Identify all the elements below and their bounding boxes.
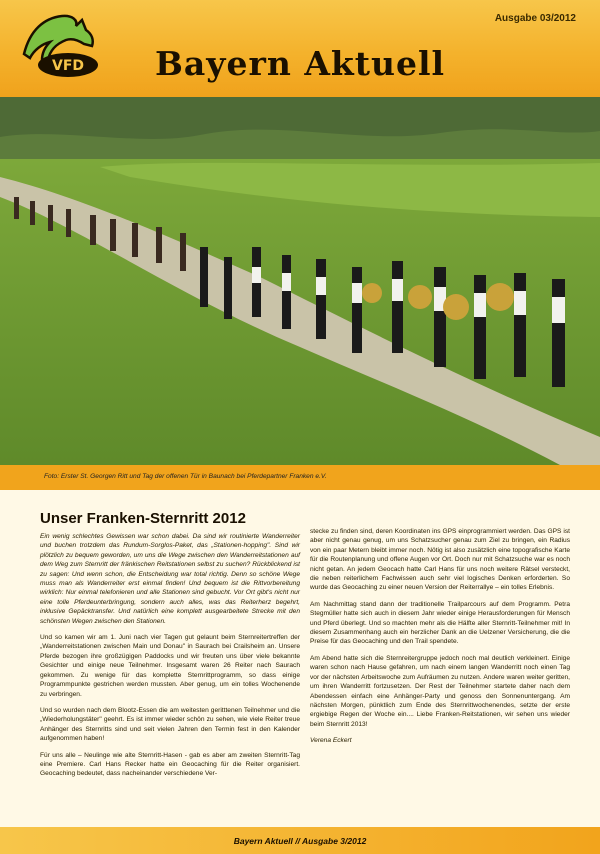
article-lead-paragraph: Ein wenig schlechtes Gewissen war schon dabei. Da sind wir routinierte Wanderreiter und buchen trotzdem das Rundum-Sorglos-Paket, das „Stationen-hopping". Sind wir plötzlich zu bequem geworden, um uns die Wege zwischen den Wanderreitstationen auf dem Weg zum Sternritt der fränkischen Reitstationen selbst zu suchen? Rückblickend ist zu sagen: Und wenn schon, die Entscheidung war total richtig. Denn so schöne Wege muss man als Wanderreiter erst einmal finden! Und bequem ist die Rittvorbereitung wirklich: Nur einmal telefonieren und alle Stationen sind gebucht. Vor Ort gibt's nicht nur eine tolle Pferdeunterbringung, sondern auch alles, was das Reiterherz begehrt, inklusive Gepäcktransfer. Und natürlich eine komplett ausgearbeitete Strecke mit den schönsten Wegen zwischen den Stationen. (40, 533, 300, 625)
logo-text: VFD (51, 58, 85, 74)
page-footer (0, 827, 600, 854)
article-paragraph: Am Nachmittag stand dann der traditionelle Trailparcours auf dem Programm. Petra Stegmüller hatte sich auch in diesem Jahr wieder einige Herausforderungen für Mensch und Pferd überlegt. Und so machten mehr als die Hälfte aller Sternritt-Teilnehmer mit! In diesem Zusammenhang auch ein herzlicher Dank an die Uelzener Versicherung, die die Preise für das Geocaching und den Trail spendete. (310, 600, 570, 646)
vfd-horse-logo (20, 10, 130, 80)
page-header (0, 0, 600, 97)
magazine-title: Bayern Aktuell (155, 44, 446, 83)
footer-text: Bayern Aktuell // Ausgabe 3/2012 (233, 836, 367, 846)
article-paragraph: Am Abend hatte sich die Sternreitergruppe jedoch noch mal deutlich verkleinert. Einige waren schon nach Hause gefahren, um nach einem langen Wanderritt noch einen Tag vor der nächsten Arbeitswoche zum Aufräumen zu nutzen. Andere waren weiter geritten, um ihren Wanderritt fortzusetzen. Der Rest der Teilnehmer startete daher nach dem Abendessen einfach eine Anhänger-Party und genoss den Sonnenuntergang. Am nächsten Morgen, pünktlich zum Ende des Sternrittwochenendes, setzte der erste ergiebige Regen der Woche ein.... Liebe Franken-Reitstationen, wir sehen uns wieder beim Sternritt 2013! (310, 654, 570, 728)
photo-caption: Foto: Erster St. Georgen Ritt und Tag der offenen Tür in Baunach bei Pferdepartner Franken e.V. (44, 473, 327, 480)
photo-caption-bar (0, 465, 600, 490)
article-column-left (40, 532, 300, 786)
cover-photo (0, 97, 600, 465)
issue-number: Ausgabe 03/2012 (494, 13, 576, 24)
article-paragraph: Und so wurden nach dem Blootz-Essen die am weitesten geritttenen Teilnehmer und die „Wiederholungstäter" geehrt. Es ist immer wieder schön zu sehen, wie viele Reiter treue Anhänger des Sternritts sind und seit vielen Jahren den Termin fest in den Kalender aufgenommen haben! (40, 706, 300, 743)
article-paragraph: Und so kamen wir am 1. Juni nach vier Tagen gut gelaunt beim Sternreitertreffen der „Wanderreitstationen zwischen Main und Donau" in Saurach bei Crailsheim an. Unsere Pferde bezogen ihre großzügigen Paddocks und wir freuten uns über viele bekannte Gesichter und einige neue Teilnehmer. Insgesamt waren 26 Reiter nach Saurach gekommen. Zu wenige für das komplette Sternrittprogramm, so dass einige Programmpunkte gestrichen werden mussten. Aber genug, um ein tolles Wochenende zu verbringen. (40, 634, 300, 698)
article-paragraph: stecke zu finden sind, deren Koordinaten ins GPS einprogrammiert werden. Das GPS ist aber nicht genau genug, um uns Schatzsucher genau zum Ziel zu bringen, ein Radius von ein paar Metern bleibt immer noch. Nötig ist also zusätzlich eine topografische Karte für die Routenplanung und offene Augen vor Ort. Doch nur mit Schatzsuche war es noch nicht getan. An jedem Geocach hatte Carl Hans für uns noch weitere Rätsel versteckt, die neben reiterlichem Fachwissen auch sehr viel logisches Denken erforderten. So wurde das Geocaching zu einer neuen Version der Reiterrallye – ein tolles Erlebnis. (310, 528, 570, 592)
article-paragraph: Für uns alle – Neulinge wie alte Sternritt-Hasen - gab es aber am zweiten Sternritt-Tag eine Premiere. Carl Hans Recker hatte ein Geocaching für die Reiter organisiert. Geocaching bedeutet, dass nacheinander verschiedene Ver- (40, 751, 300, 778)
article (0, 490, 600, 827)
riders-and-band-photo (0, 97, 600, 465)
article-author: Verena Eckert (310, 737, 352, 745)
article-column-right (310, 527, 570, 753)
article-title: Unser Franken-Sternritt 2012 (40, 510, 246, 527)
